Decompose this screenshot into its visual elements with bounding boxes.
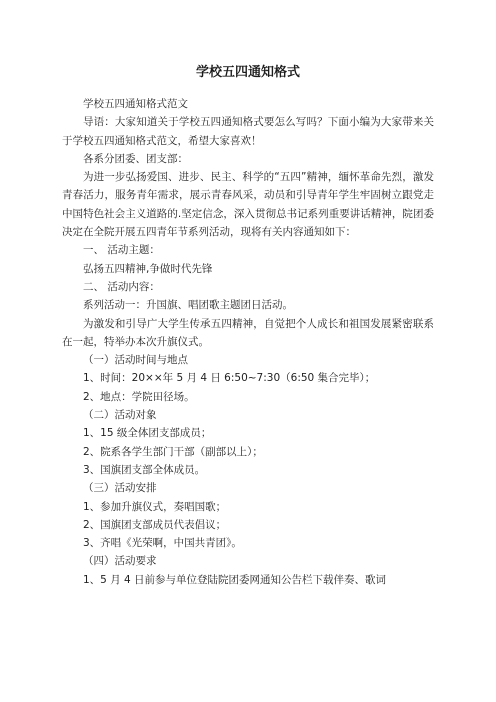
section-heading-theme: 一、 活动主题： xyxy=(83,244,160,257)
list-item-requirement-1: 1、5 月 4 日前参与单位登陆院团委网通知公告栏下载伴奏、歌词 xyxy=(83,573,387,586)
document-title: 学校五四通知格式 xyxy=(195,65,300,80)
list-item-arrangement-3: 3、齐唱《光荣啊，中国共青团》。 xyxy=(83,537,242,550)
subheading-arrangement: （三）活动安排 xyxy=(83,482,157,495)
paragraph-intro: 导语：大家知道关于学校五四通知格式要怎么写吗？下面小编为大家带来关于学校五四通知格式范文，希望大家喜欢！ xyxy=(62,116,434,147)
list-item-place: 2、地点：学院田径场。 xyxy=(83,390,195,403)
list-item-participants-1: 1、15 级全体团支部成员； xyxy=(83,427,212,440)
subheading-requirements: （四）活动要求 xyxy=(83,555,157,568)
paragraph-purpose: 为进一步弘扬爱国、进步、民主、科学的“五四”精神，缅怀革命先烈，激发青春活力，服务青年需求，展示青春风采，动员和引导青年学生牢固树立跟党走中国特色社会主义道路的.坚定信念，深入贯彻总书记系列重要讲话精神，院团委决定在全院开展五四青年节系列活动，现将有关内容通知如下： xyxy=(62,171,434,239)
document-body xyxy=(62,95,434,589)
subheading-time-place: （一）活动时间与地点 xyxy=(83,354,188,367)
paragraph-theme: 弘扬五四精神,争做时代先锋 xyxy=(83,262,213,275)
paragraph-activity-one: 系列活动一：升国旗、唱团歌主题团日活动。 xyxy=(83,299,293,312)
paragraph-activity-purpose: 为激发和引导广大学生传承五四精神，自觉把个人成长和祖国发展紧密联系在一起，特举办本次升旗仪式。 xyxy=(62,317,434,348)
subheading-participants: （二）活动对象 xyxy=(83,409,157,422)
list-item-participants-3: 3、国旗团支部全体成员。 xyxy=(83,463,206,476)
list-item-time: 1、时间：20××年 5 月 4 日 6:50~7:30（6:50 集合完毕）； xyxy=(83,372,376,385)
list-item-participants-2: 2、院系各学生部门干部（副部以上）； xyxy=(83,445,263,458)
list-item-arrangement-2: 2、国旗团支部成员代表倡议； xyxy=(83,518,227,531)
list-item-arrangement-1: 1、参加升旗仪式，奏唱国歌； xyxy=(83,500,227,513)
section-heading-content: 二、 活动内容： xyxy=(83,280,160,293)
paragraph-subtitle: 学校五四通知格式范文 xyxy=(83,98,188,110)
paragraph-salutation: 各系分团委、团支部： xyxy=(83,152,188,165)
